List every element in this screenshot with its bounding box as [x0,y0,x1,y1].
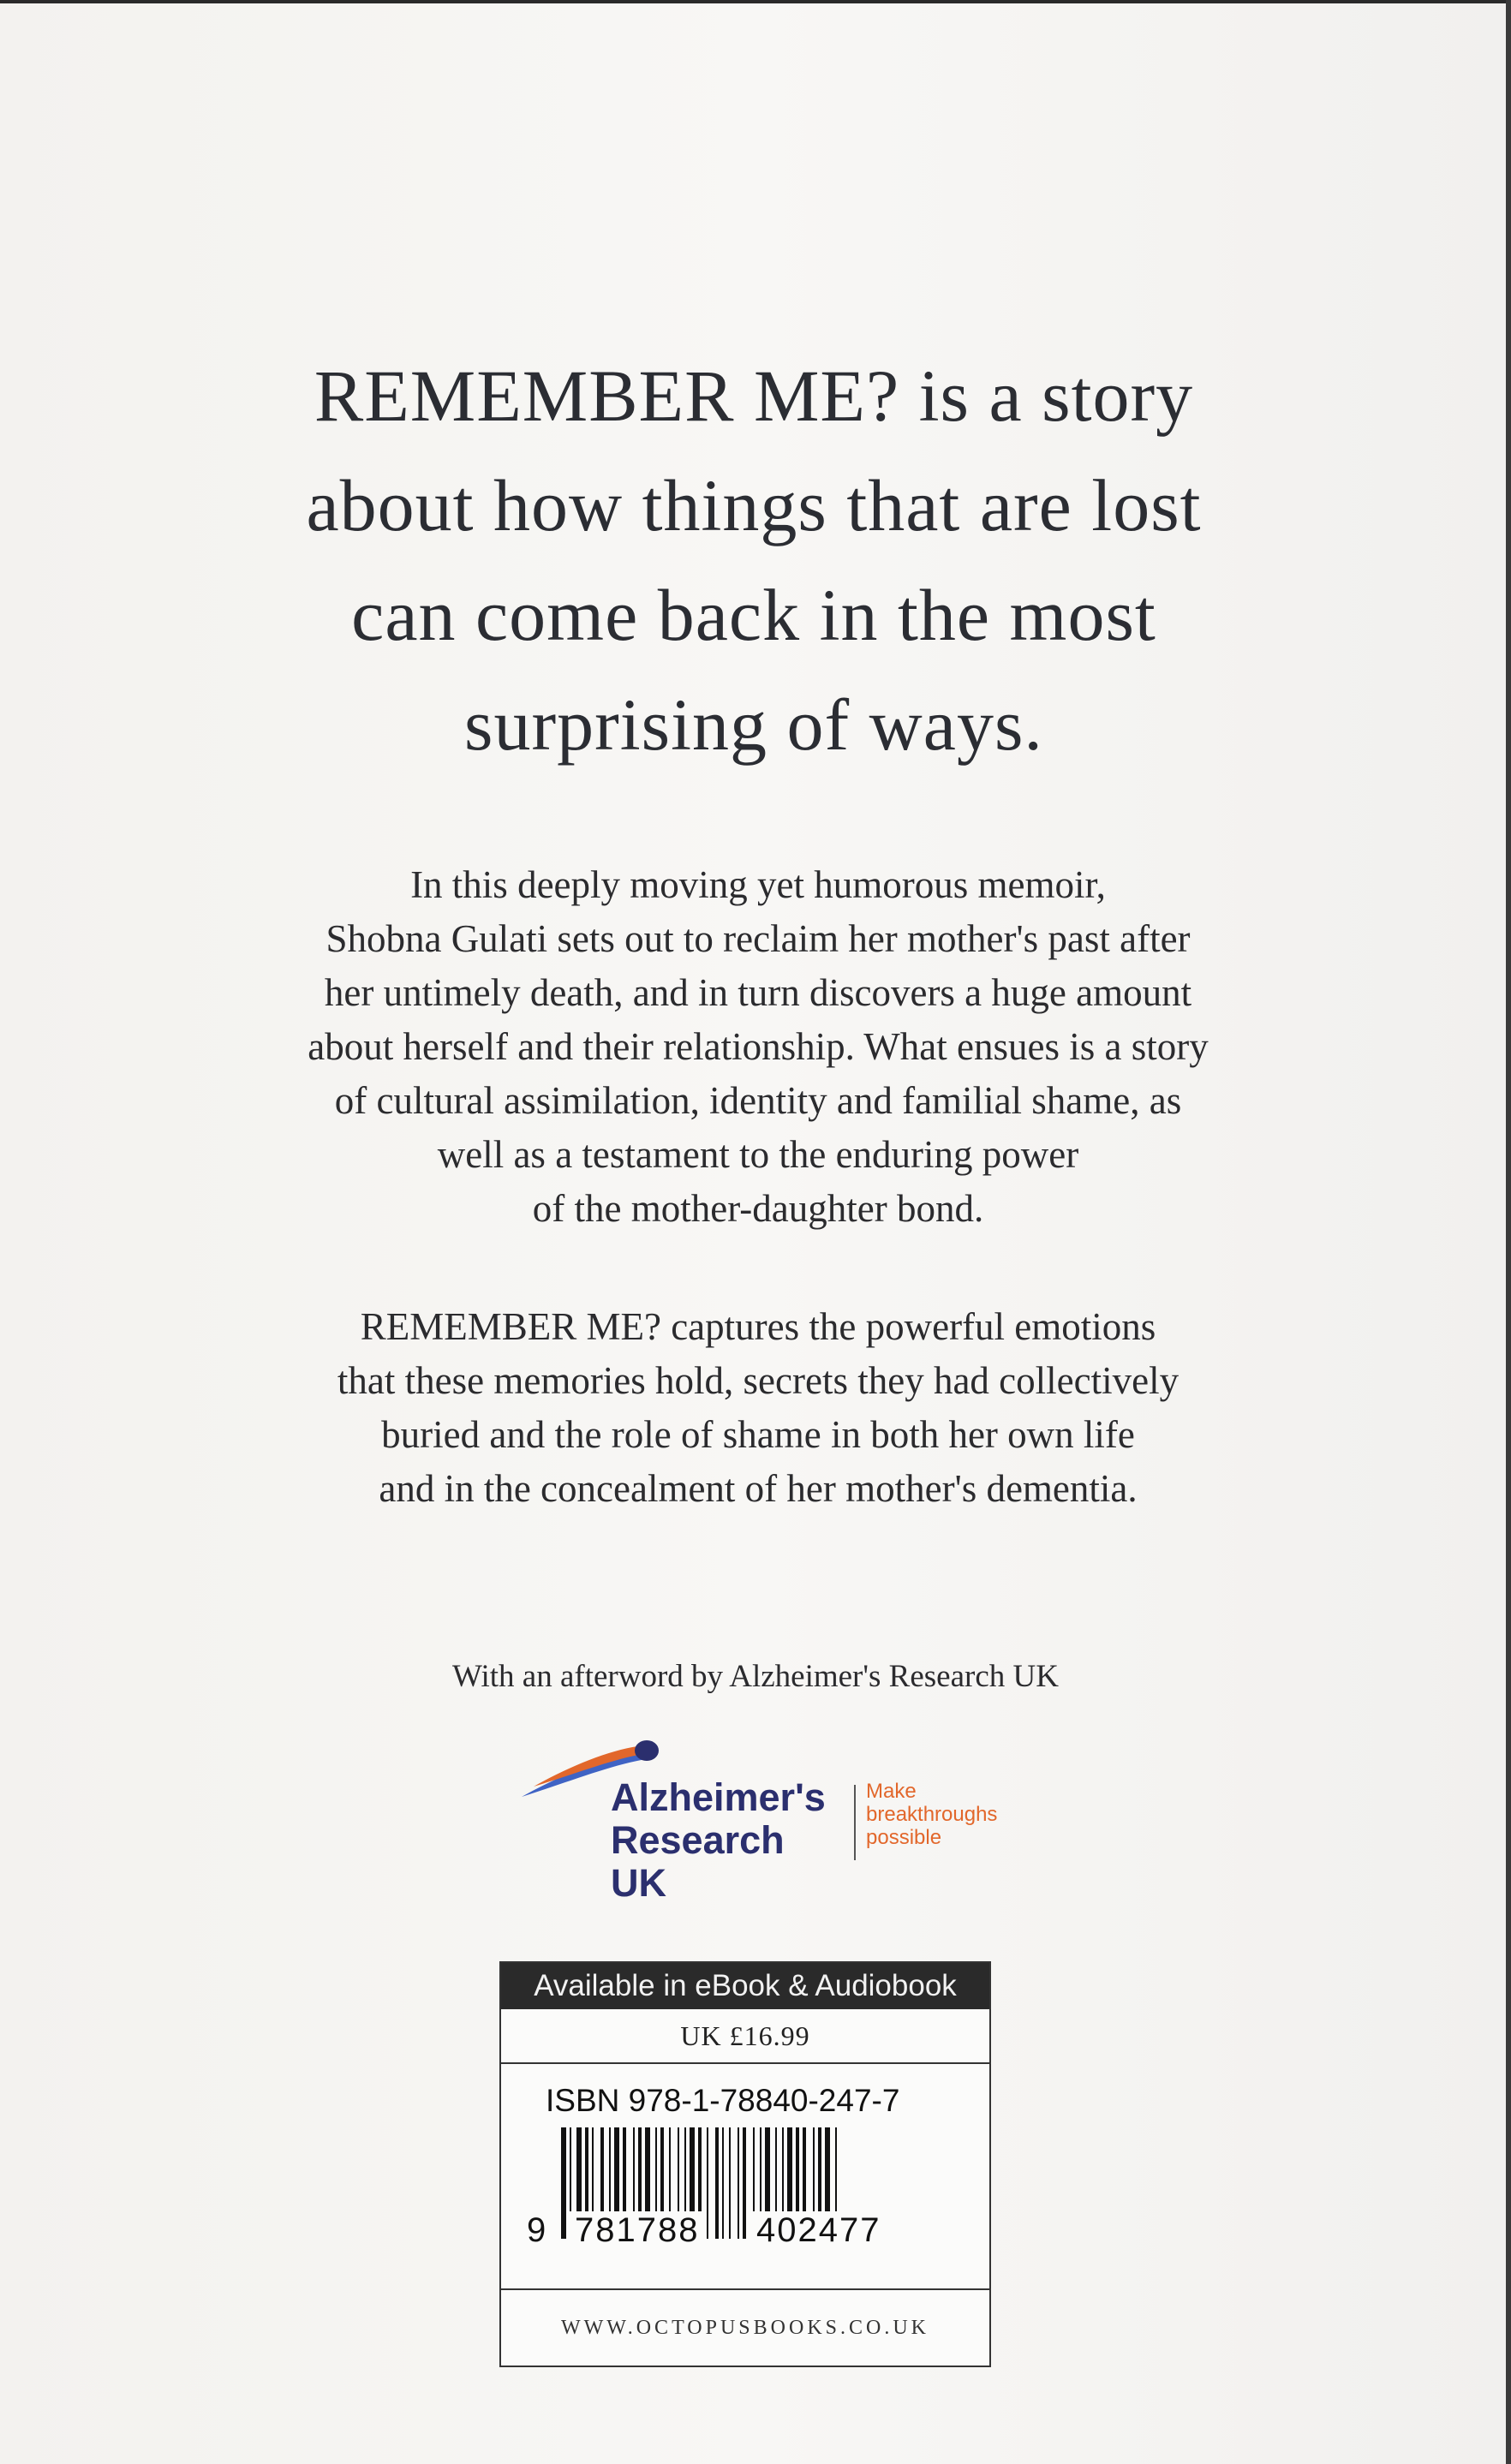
text-line: buried and the role of shame in both her own life [381,1413,1135,1456]
tagline-line: surprising of ways. [464,683,1043,766]
text-line: Shobna Gulati sets out to reclaim her mother's past after [325,917,1191,960]
barcode-first-digit: 9 [527,2211,546,2249]
isbn-label: ISBN 978-1-78840-247-7 [546,2083,900,2118]
tagline-line: about how things that are lost [306,464,1202,546]
text-line: about herself and their relationship. What ensues is a story [308,1025,1209,1068]
top-edge [0,0,1511,3]
logo-line: UK [611,1861,666,1905]
text-line: that these memories hold, secrets they had collectively [337,1359,1180,1402]
tagline [214,341,1293,779]
text-line: her untimely death, and in turn discovers a huge amount [324,971,1192,1014]
barcode-right-digits: 402477 [751,2211,886,2250]
logo-tag-line: Make [866,1780,917,1803]
text-line: of cultural assimilation, identity and familial shame, as [334,1079,1182,1122]
text-line: well as a testament to the enduring power [437,1133,1079,1176]
tagline-line: REMEMBER ME? is a story [314,355,1194,437]
logo-line: Alzheimer's [611,1775,826,1819]
afterword-credit: With an afterword by Alzheimer's Research UK [452,1659,1059,1694]
barcode-left-digits: 781788 [570,2211,704,2250]
description-paragraph-2 [188,1300,1328,1516]
availability-banner: Available in eBook & Audiobook [501,1963,989,2009]
text-line: In this deeply moving yet humorous memoir, [410,863,1106,906]
logo-line: Research [611,1818,785,1862]
barcode-digits [527,2211,955,2254]
tagline-line: can come back in the most [351,574,1156,656]
alzheimers-research-logo [518,1730,1015,1905]
description-paragraph-1 [188,858,1328,1236]
publisher-url: WWW.OCTOPUSBOOKS.CO.UK [501,2288,989,2366]
logo-tag-line: possible [866,1826,942,1849]
text-line: and in the concealment of her mother's dementia. [379,1467,1138,1510]
text-line: of the mother-daughter bond. [532,1187,984,1230]
price-barcode-box [499,1961,991,2367]
logo-tag-line: breakthroughs [866,1803,998,1826]
right-edge [1506,0,1511,2464]
logo-tagline [866,1780,997,1849]
logo-divider [854,1785,856,1860]
logo-wordmark [611,1776,826,1905]
text-line: REMEMBER ME? captures the powerful emotions [360,1305,1156,1348]
price-label: UK £16.99 [501,2009,989,2064]
